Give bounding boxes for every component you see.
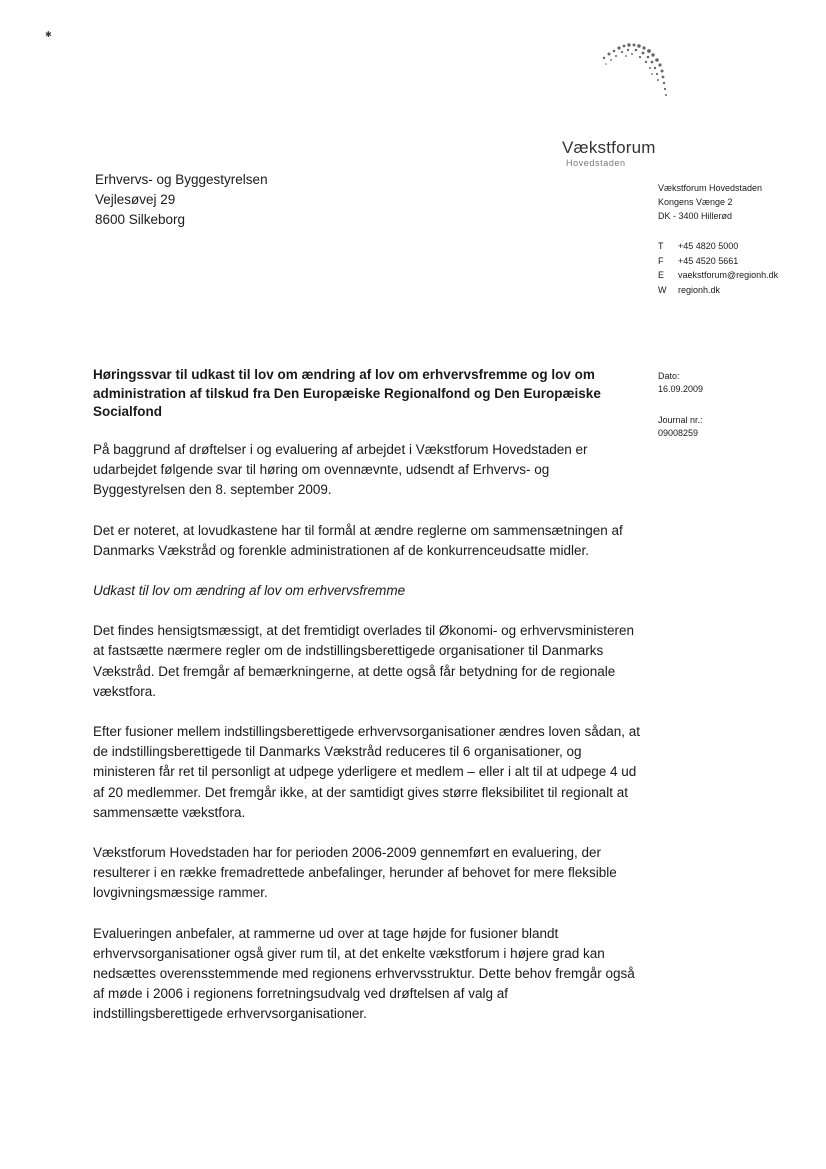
- journal-label: Journal nr.:: [658, 415, 703, 425]
- recipient-line: 8600 Silkeborg: [95, 212, 186, 227]
- sender-line: Vækstforum Hovedstaden: [658, 183, 763, 193]
- body-paragraph: Det findes hensigtsmæssigt, at det fremtidigt overlades til Økonomi- og erhvervsministeren at fastsætte nærmere regler om de indstillingsberettigede organisationer til Danmarks Vækstråd. Det fremgår af bemærkningerne, at dette også får betydning for de regionale vækstfora.: [93, 623, 634, 699]
- contact-phone: T +45 4820 5000: [658, 241, 739, 251]
- letter-meta: [658, 370, 703, 440]
- letter-subject: Høringssvar til udkast til lov om ændring af lov om erhvervsfremme og lov om administration af tilskud fra Den Europæiske Regionalfond og Den Europæiske Socialfond: [93, 367, 601, 419]
- section-heading: Udkast til lov om ændring af lov om erhvervsfremme: [93, 583, 406, 599]
- body-paragraph: Efter fusioner mellem indstillingsberettigede erhvervsorganisationer ændres loven sådan, at de indstillingsberettigede til Danmarks Vækstråd reduceres til 6 organisationer, og ministeren får ret til personligt at udpege yderligere et medlem – eller i alt til at udpege 4 ud af 20 medlemmer. Det fremgår ikke, at der samtidigt gives større fleksibilitet til regionalt at sammensætte vækstfora.: [93, 724, 641, 820]
- journal-value: 09008259: [658, 428, 699, 438]
- vaekstforum-logo-icon: [596, 40, 678, 106]
- body-paragraph: Vækstforum Hovedstaden har for perioden 2006-2009 gennemført en evaluering, der resulterer i en række fremadrettede anbefalinger, herunder af behovet for mere fleksible lovgivningsmæssige rammer.: [93, 845, 617, 901]
- sender-address: [658, 181, 762, 223]
- body-paragraph: Evalueringen anbefaler, at rammerne ud over at tage højde for fusioner blandt erhvervsorganisationer også giver rum til, at det enkelte vækstforum i højere grad kan nedsættes overensstemmende med regionens erhvervsstruktur. Dette behov fremgår også af møde i 2006 i regionens forretningsudvalg ved drøftelsen af valg af indstillingsberettigede erhvervsorganisationer.: [93, 925, 635, 1022]
- contact-fax: F +45 4520 5661: [658, 255, 739, 266]
- logo-subtitle: Hovedstaden: [566, 158, 626, 168]
- recipient-line: Erhvervs- og Byggestyrelsen: [95, 172, 268, 187]
- sender-line: DK - 3400 Hillerød: [658, 211, 733, 221]
- recipient-line: Vejlesøvej 29: [95, 192, 176, 207]
- contact-info: [658, 239, 778, 297]
- date-value: 16.09.2009: [658, 384, 704, 394]
- body-paragraph: Det er noteret, at lovudkastene har til formål at ændre reglerne om sammensætningen af Danmarks Vækstråd og forenkle administrationen af de konkurrenceudsatte midler.: [93, 522, 623, 558]
- body-paragraph: På baggrund af drøftelser i og evaluering af arbejdet i Vækstforum Hovedstaden er udarbejdet følgende svar til høring om ovennævnte, udsendt af Erhvervs- og Byggestyrelsen den 8. september 2009.: [93, 442, 588, 498]
- logo-name: Vækstforum: [562, 138, 656, 157]
- scan-speck: ✱: [45, 30, 52, 39]
- contact-web: W regionh.dk: [658, 284, 721, 295]
- letter-body: [93, 440, 641, 1045]
- sender-line: Kongens Vænge 2: [658, 197, 733, 207]
- contact-email: E vaekstforum@regionh.dk: [658, 270, 779, 280]
- recipient-address: [95, 170, 268, 230]
- date-label: Dato:: [658, 371, 680, 381]
